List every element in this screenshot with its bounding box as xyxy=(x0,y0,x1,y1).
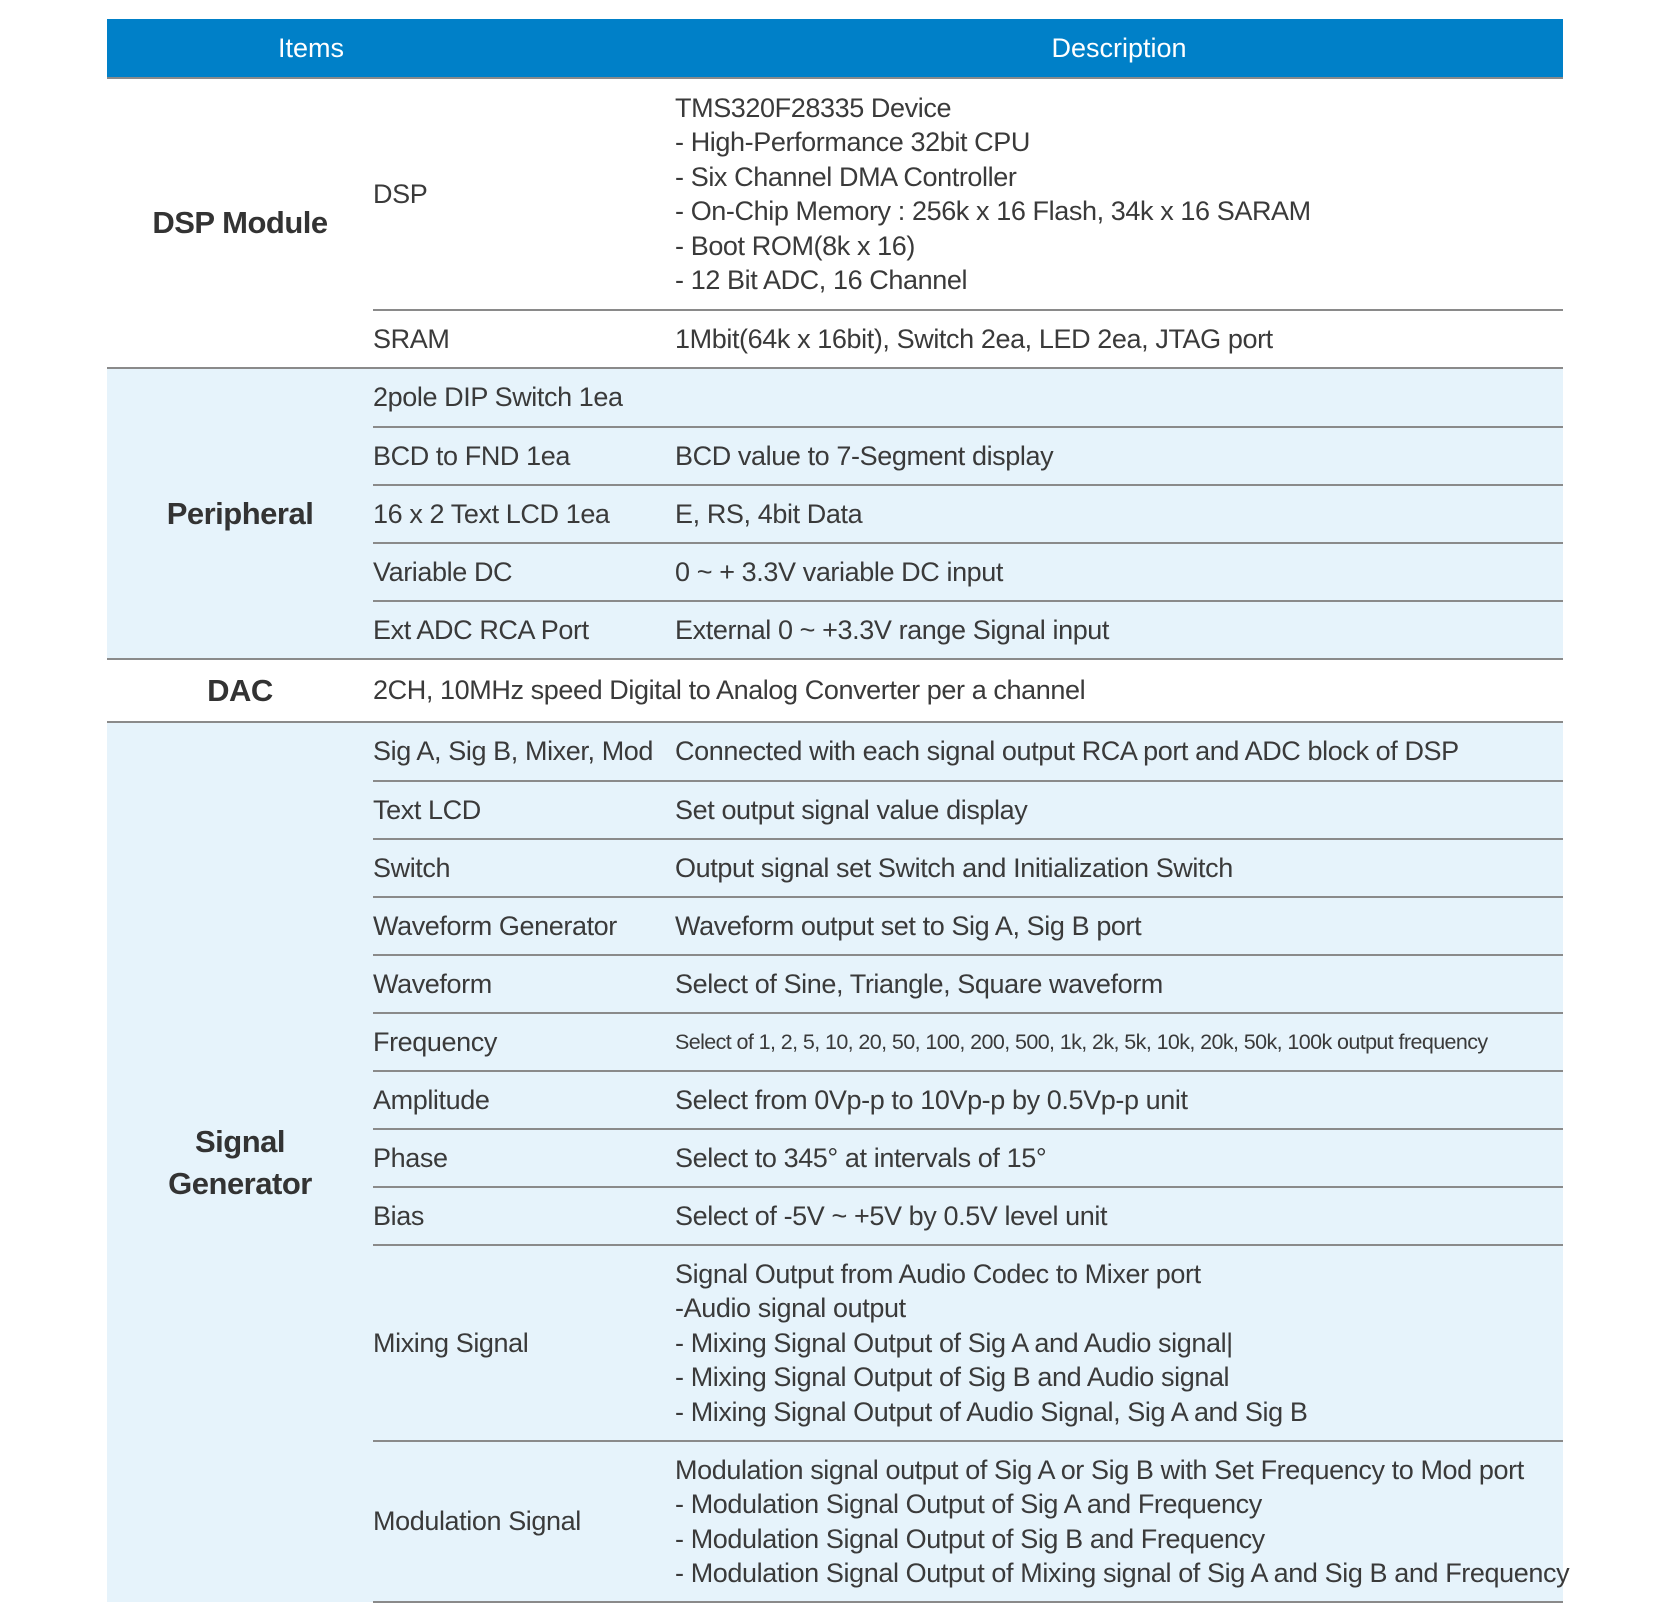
item-cell: Text LCD xyxy=(373,781,675,839)
spec-table xyxy=(107,19,1570,1603)
desc-cell xyxy=(675,1245,1563,1441)
desc-line: - High-Performance 32bit CPU xyxy=(675,127,1030,157)
item-cell: Waveform Generator xyxy=(373,897,675,955)
desc-line: - Modulation Signal Output of Sig B and Frequency xyxy=(675,1523,1265,1554)
table-row xyxy=(107,78,1563,310)
desc-line: - Modulation Signal Output of Mixing signal of Sig A and Sig B and Frequency xyxy=(675,1558,1570,1588)
desc-line: - Six Channel DMA Controller xyxy=(675,161,1017,192)
group-dac: DAC xyxy=(107,659,373,722)
desc-cell: External 0 ~ +3.3V range Signal input xyxy=(675,601,1563,659)
item-cell: Variable DC xyxy=(373,543,675,601)
item-cell: Ext ADC RCA Port xyxy=(373,601,675,659)
header-description: Description xyxy=(675,19,1563,78)
group-signal-generator xyxy=(107,722,373,1602)
desc-cell: Output signal set Switch and Initialization Switch xyxy=(675,839,1563,897)
desc-cell: Select from 0Vp-p to 10Vp-p by 0.5Vp-p unit xyxy=(675,1071,1563,1129)
desc-cell: Select of -5V ~ +5V by 0.5V level unit xyxy=(675,1187,1563,1245)
desc-line: - Mixing Signal Output of Sig B and Audio signal xyxy=(675,1362,1230,1393)
desc-cell: Waveform output set to Sig A, Sig B port xyxy=(675,897,1563,955)
item-cell: DSP xyxy=(373,78,675,310)
item-cell: Switch xyxy=(373,839,675,897)
desc-cell: Select of 1, 2, 5, 10, 20, 50, 100, 200, 500, 1k, 2k, 5k, 10k, 20k, 50k, 100k output frequency xyxy=(675,1013,1563,1071)
item-cell: Frequency xyxy=(373,1013,675,1071)
desc-cell xyxy=(675,78,1563,310)
item-cell: SRAM xyxy=(373,310,675,368)
desc-line: - Mixing Signal Output of Sig A and Audio signal| xyxy=(675,1327,1233,1358)
desc-line: - On-Chip Memory : 256k x 16 Flash, 34k x 16 SARAM xyxy=(675,196,1311,226)
item-cell: Waveform xyxy=(373,955,675,1013)
desc-cell xyxy=(675,1441,1570,1602)
desc-line: TMS320F28335 Device xyxy=(675,92,952,123)
table-row xyxy=(107,368,1563,427)
desc-cell: Connected with each signal output RCA port and ADC block of DSP xyxy=(675,722,1563,781)
table-row xyxy=(107,722,1563,781)
item-cell: Phase xyxy=(373,1129,675,1187)
desc-line: - Mixing Signal Output of Audio Signal, Sig A and Sig B xyxy=(675,1396,1308,1427)
desc-line: - Modulation Signal Output of Sig A and Frequency xyxy=(675,1489,1262,1519)
desc-cell: Select of Sine, Triangle, Square waveform xyxy=(675,955,1563,1013)
desc-line: - 12 Bit ADC, 16 Channel xyxy=(675,265,968,295)
desc-cell: Set output signal value display xyxy=(675,781,1563,839)
item-cell: BCD to FND 1ea xyxy=(373,427,675,485)
item-cell: Modulation Signal xyxy=(373,1441,675,1602)
desc-cell: E, RS, 4bit Data xyxy=(675,485,1563,543)
item-cell: 2pole DIP Switch 1ea xyxy=(373,368,675,427)
item-cell: Mixing Signal xyxy=(373,1245,675,1441)
item-cell: Bias xyxy=(373,1187,675,1245)
desc-cell: 2CH, 10MHz speed Digital to Analog Converter per a channel xyxy=(373,659,1563,722)
desc-cell xyxy=(675,368,1563,427)
desc-line: Signal Output from Audio Codec to Mixer port xyxy=(675,1258,1201,1289)
item-cell: 16 x 2 Text LCD 1ea xyxy=(373,485,675,543)
desc-line: Modulation signal output of Sig A or Sig B with Set Frequency to Mod port xyxy=(675,1454,1524,1485)
item-cell: Amplitude xyxy=(373,1071,675,1129)
group-label-line: Signal xyxy=(194,1123,285,1159)
desc-line: - Boot ROM(8k x 16) xyxy=(675,230,915,261)
desc-cell: 0 ~ + 3.3V variable DC input xyxy=(675,543,1563,601)
desc-cell: BCD value to 7-Segment display xyxy=(675,427,1563,485)
item-cell: Sig A, Sig B, Mixer, Mod xyxy=(373,722,675,781)
desc-cell: Select to 345° at intervals of 15° xyxy=(675,1129,1563,1187)
group-label-line: Generator xyxy=(168,1165,312,1201)
desc-cell: 1Mbit(64k x 16bit), Switch 2ea, LED 2ea, JTAG port xyxy=(675,310,1563,368)
header-items: Items xyxy=(107,19,675,78)
header-row xyxy=(107,19,1563,78)
group-peripheral: Peripheral xyxy=(107,368,373,659)
desc-line: -Audio signal output xyxy=(675,1293,906,1324)
table-row xyxy=(107,659,1563,722)
group-dsp-module: DSP Module xyxy=(107,78,373,368)
